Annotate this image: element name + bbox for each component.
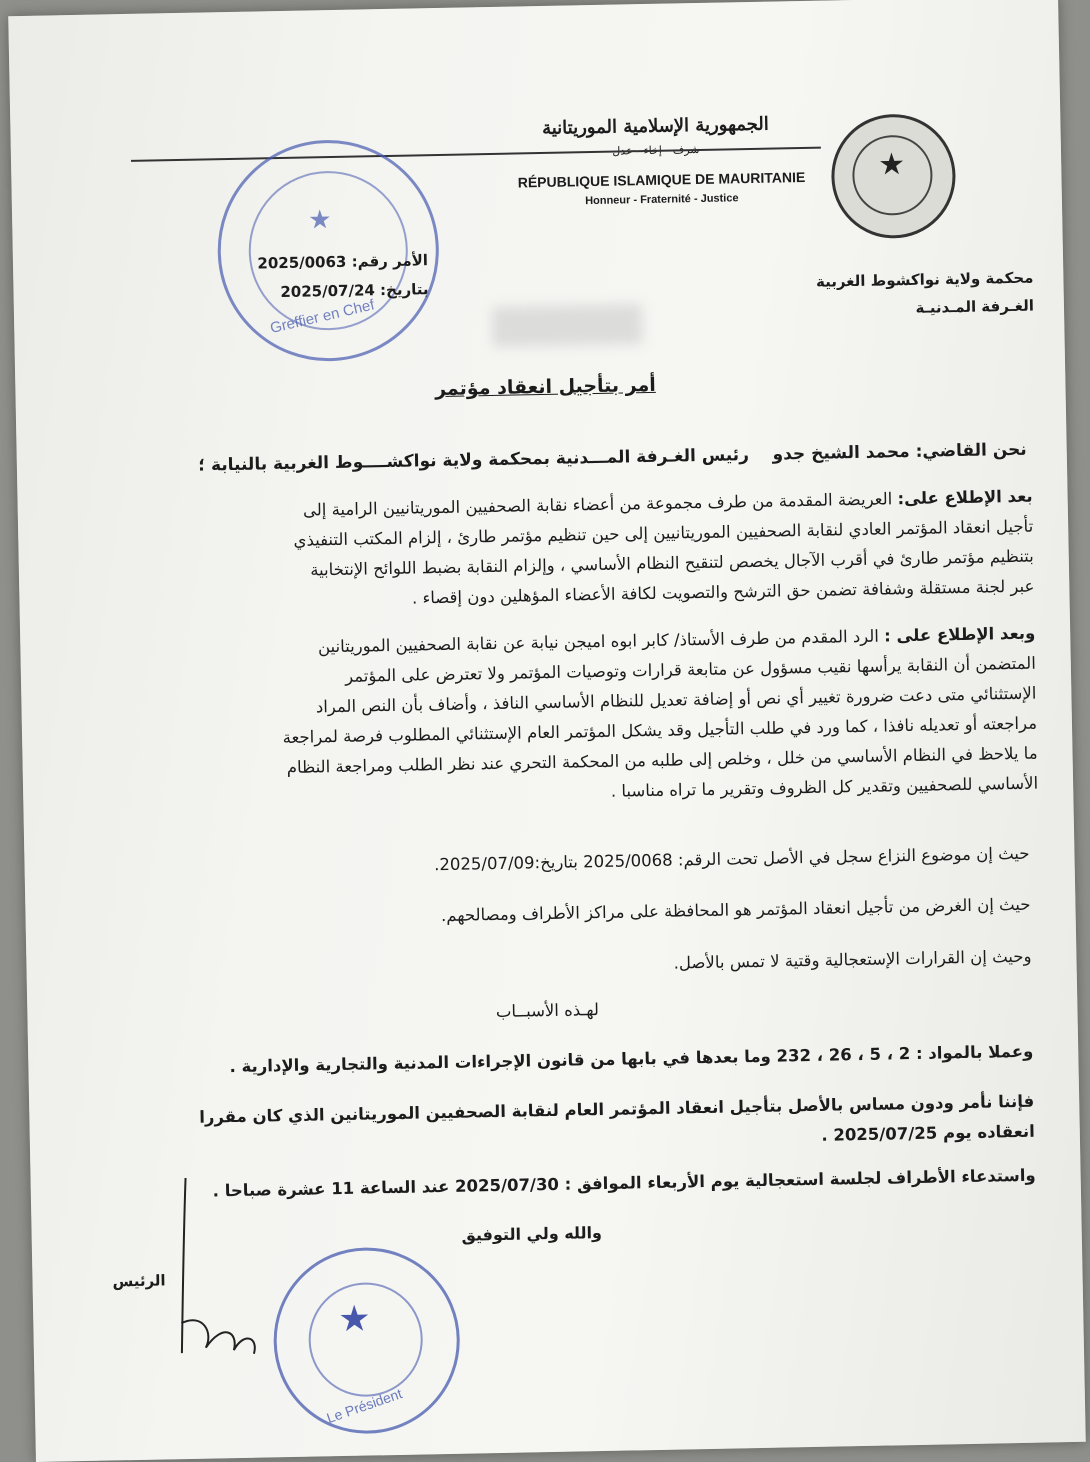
ruling-summons: واستدعاء الأطراف لجلسة استعجالية يوم الأربعاء الموافق : 2025/07/30 عند الساعة 11 عشرة صباحا .: [212, 1165, 1036, 1201]
paragraph-1: [58, 482, 1035, 621]
national-emblem-seal: [830, 113, 956, 239]
paragraph-1-line-2: تأجيل انعقاد المؤتمر العادي لنقابة الصحفيين الموريتانيين إلى حين تنظيم مؤتمر طارئ ، إلزام المكتب التنفيذي: [293, 516, 1034, 550]
ruling-order-line-1: فإننا نأمر ودون مساس بالأصل بتأجيل انعقاد المؤتمر العام لنقابة الصحفيين الموريتانين الذي كان مقررا: [199, 1091, 1035, 1127]
reasons-heading: لهـذه الأسبــاب: [495, 1000, 600, 1022]
redacted-area: [492, 304, 643, 347]
star-icon: ★: [307, 205, 332, 236]
order-number-line: [238, 251, 428, 273]
head-line: رئيس الغـرفة المـــدنية بمحكمة ولاية نواكشــــوط الغربية بالنيابة ؛: [198, 445, 750, 476]
president-label: الرئيس: [112, 1271, 166, 1291]
header-arabic-republic: الجمهورية الإسلامية الموريتانية: [541, 113, 769, 139]
header-arabic-motto: شرف - إخاء - عدل: [612, 142, 700, 158]
star-icon: ★: [877, 147, 906, 183]
ruling-articles: وعملا بالمواد : 2 ، 5 ، 26 ، 232 وما بعدها في بابها من قانون الإجراءات المدنية والتجارية والإدارية .: [229, 1041, 1034, 1077]
whereas-3: وحيث إن القرارات الإستعجالية وقتية لا تمس بالأصل.: [673, 946, 1032, 973]
order-date-line: [238, 280, 428, 302]
judge-line: [57, 440, 1027, 479]
p1-label: بعد الإطلاع على:: [897, 486, 1033, 509]
paragraph-1-line-4: عبر لجنة مستقلة وشفافة تضمن حق الترشح والتصويت لكافة الأعضاء المؤهلين دون إقصاء .: [411, 576, 1035, 608]
document-title: أمر بتأجيل انعقاد مؤتمر: [434, 373, 656, 401]
header-french-motto: Honneur - Fraternité - Justice: [585, 192, 739, 208]
president-stamp-text: Le Président: [324, 1385, 405, 1427]
whereas-2: حيث إن الغرض من تأجيل انعقاد المؤتمر هو المحافظة على مراكز الأطراف ومصالحهم.: [440, 894, 1031, 926]
ruling-order: [69, 1087, 1035, 1166]
paragraph-2: [60, 619, 1038, 818]
signature-scribble: [140, 1171, 274, 1363]
document-page: [8, 0, 1086, 1462]
paragraph-2-line-5: ما يلاحظ في النظام الأساسي من خلل ، وخلص إلى طلبه من المحكمة التحري عند نظر الطلب ومراجعة النظام: [286, 743, 1038, 778]
order-number: 2025/0063: [257, 252, 347, 273]
paragraph-2-line-2: المتضمن أن النقابة يرأسها نقيب مسؤول عن متابعة قرارات وتوصيات المؤتمر ولا تعترض على المؤتمر: [345, 653, 1037, 686]
court-chamber: الغـرفة المـدنيـة: [915, 296, 1035, 317]
paragraph-2-line-3: الإستثنائي متى دعت ضرورة تغيير أي نص أو إضافة تعديل للنظام الأساسي النافذ ، وأضاف بأن النص المراد: [315, 683, 1037, 717]
order-number-label: الأمر رقم:: [351, 251, 429, 271]
paragraph-2-line-4: مراجعته أو تعديله نافذا ، كما ورد في طلب التأجيل وقد يشكل المؤتمر العام الإستثنائي المطلوب فرصة لمراجعة: [282, 713, 1038, 748]
judge-name: نحن القاضي: محمد الشيخ جدو: [772, 439, 1027, 465]
p2-text-1: الرد المقدم من طرف الأستاذ/ كابر ابوه اميجن نيابة عن نقابة الصحفيين الموريتانين: [317, 626, 880, 657]
paragraph-2-line-6: الأساسي للصحفيين وتقدير كل الظروف وتقرير ما تراه مناسبا .: [610, 773, 1039, 801]
p2-label: وبعد الإطلاع على :: [883, 623, 1036, 646]
whereas-1: حيث إن موضوع النزاع سجل في الأصل تحت الرقم: 2025/0068 بتاريخ:2025/07/09.: [434, 843, 1030, 875]
header-french-republic: RÉPUBLIQUE ISLAMIQUE DE MAURITANIE: [517, 168, 806, 191]
order-date: 2025/07/24: [280, 281, 376, 302]
clerk-stamp-text: Greffier en Chef: [268, 296, 377, 338]
p1-text-1: العريضة المقدمة من طرف مجموعة من أعضاء نقابة الصحفيين الموريتانيين الرامية إلى: [302, 489, 893, 520]
star-icon: ★: [337, 1298, 371, 1341]
order-date-label: بتاريخ:: [379, 280, 429, 300]
closing-phrase: والله ولي التوفيق: [461, 1223, 603, 1245]
court-name: محكمة ولاية نواكشوط الغربية: [815, 268, 1034, 291]
paragraph-1-line-3: بتنظيم مؤتمر طارئ في أقرب الآجال يخصص لتنقيح النظام الأساسي ، وإلزام النقابة بضبط اللوائح الإنتخابية: [310, 546, 1034, 580]
ruling-order-line-2: انعقاده يوم 2025/07/25 .: [821, 1121, 1035, 1145]
